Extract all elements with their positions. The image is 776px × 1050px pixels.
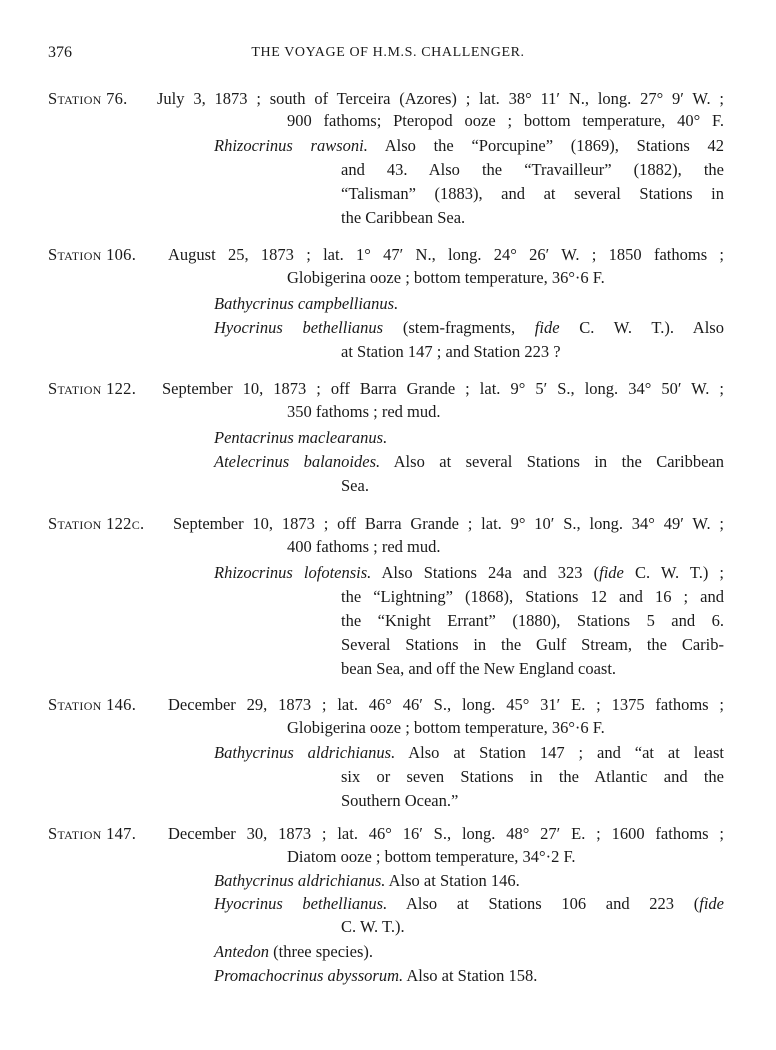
species-note: Also Stations 24a and 323 ( — [371, 563, 600, 582]
station-label: Station 146. — [48, 695, 137, 714]
species-line — [214, 965, 537, 987]
species-line — [214, 451, 724, 473]
species-name: Rhizocrinus lofotensis. — [214, 563, 372, 582]
species-note: “Talisman” (1883), and at several Stations in — [341, 184, 724, 203]
species-line — [214, 135, 724, 157]
species-note: the “Knight Errant” (1880), Stations 5 and 6. — [341, 611, 724, 630]
station-label: Station 147. — [48, 824, 137, 843]
station-label: Station 122. — [48, 379, 137, 398]
species-name: Hyocrinus bethellianus. — [214, 894, 388, 913]
species-note: Also at Station 146. — [385, 871, 520, 890]
station-details: 400 fathoms ; red mud. — [287, 537, 441, 556]
species-note: C. W. T.). — [341, 917, 405, 936]
station-label: Station 122c. — [48, 514, 145, 533]
species-note: C. W. T.). Also — [559, 318, 724, 337]
species-line — [214, 293, 398, 315]
species-note: and 43. Also the “Travailleur” (1882), the — [341, 160, 724, 179]
species-name: Hyocrinus bethellianus — [214, 318, 384, 337]
running-title: THE VOYAGE OF H.M.S. CHALLENGER. — [251, 45, 525, 60]
species-note: bean Sea, and off the New England coast. — [341, 659, 617, 678]
station-label: Station 106. — [48, 245, 137, 264]
species-note: C. W. T.) ; — [623, 563, 725, 582]
species-line — [214, 742, 724, 764]
species-note: the Caribbean Sea. — [341, 208, 466, 227]
station-details: August 25, 1873 ; lat. 1° 47′ N., long. 24° 26′ W. ; 1850 fathoms ; — [168, 245, 724, 264]
species-name: Bathycrinus campbellianus. — [214, 294, 399, 313]
species-note: Also at Station 158. — [403, 966, 538, 985]
fide-term: fide — [599, 563, 624, 582]
species-note: Also at Stations 106 and 223 ( — [387, 894, 700, 913]
species-note: Also at several Stations in the Caribbean — [380, 452, 725, 471]
station-details: Globigerina ooze ; bottom temperature, 36°·6 F. — [287, 718, 605, 737]
station-details: September 10, 1873 ; off Barra Grande ; lat. 9° 5′ S., long. 34° 50′ W. ; — [162, 379, 724, 398]
species-note: Southern Ocean.” — [341, 791, 459, 810]
station-details: Diatom ooze ; bottom temperature, 34°·2 F. — [287, 847, 576, 866]
species-line — [214, 317, 724, 339]
species-name: Antedon — [214, 942, 269, 961]
species-note: (three species). — [269, 942, 373, 961]
species-note: Also the “Porcupine” (1869), Stations 42 — [367, 136, 724, 155]
species-name: Bathycrinus aldrichianus. — [214, 743, 396, 762]
page-number: 376 — [48, 44, 72, 61]
species-name: Atelecrinus balanoides. — [214, 452, 381, 471]
species-line — [214, 893, 724, 915]
species-line — [214, 870, 520, 892]
species-name: Bathycrinus aldrichianus. — [214, 871, 386, 890]
fide-term: fide — [534, 318, 560, 337]
species-note: Also at Station 147 ; and “at at least — [395, 743, 724, 762]
station-details: 900 fathoms; Pteropod ooze ; bottom temperature, 40° F. — [287, 111, 724, 130]
page-header — [0, 44, 776, 66]
species-note: six or seven Stations in the Atlantic and the — [341, 767, 724, 786]
station-details: September 10, 1873 ; off Barra Grande ; lat. 9° 10′ S., long. 34° 49′ W. ; — [173, 514, 724, 533]
station-details: 350 fathoms ; red mud. — [287, 402, 441, 421]
species-note: Sea. — [341, 476, 369, 495]
station-details: December 30, 1873 ; lat. 46° 16′ S., long. 48° 27′ E. ; 1600 fathoms ; — [168, 824, 724, 843]
species-note: (stem-fragments, — [383, 318, 535, 337]
fide-term: fide — [699, 894, 724, 913]
species-note: at Station 147 ; and Station 223 ? — [341, 342, 561, 361]
species-line — [214, 562, 724, 584]
station-label: Station 76. — [48, 89, 128, 108]
station-details: December 29, 1873 ; lat. 46° 46′ S., long. 45° 31′ E. ; 1375 fathoms ; — [168, 695, 724, 714]
species-note: the “Lightning” (1868), Stations 12 and 16 ; and — [341, 587, 724, 606]
species-line — [214, 941, 373, 963]
species-name: Promachocrinus abyssorum. — [214, 966, 404, 985]
station-details: Globigerina ooze ; bottom temperature, 36°·6 F. — [287, 268, 605, 287]
species-line — [214, 427, 387, 449]
species-name: Pentacrinus maclearanus. — [214, 428, 388, 447]
station-details: July 3, 1873 ; south of Terceira (Azores) ; lat. 38° 11′ N., long. 27° 9′ W. ; — [157, 89, 724, 108]
species-note: Several Stations in the Gulf Stream, the Carib- — [341, 635, 724, 654]
species-name: Rhizocrinus rawsoni. — [214, 136, 368, 155]
